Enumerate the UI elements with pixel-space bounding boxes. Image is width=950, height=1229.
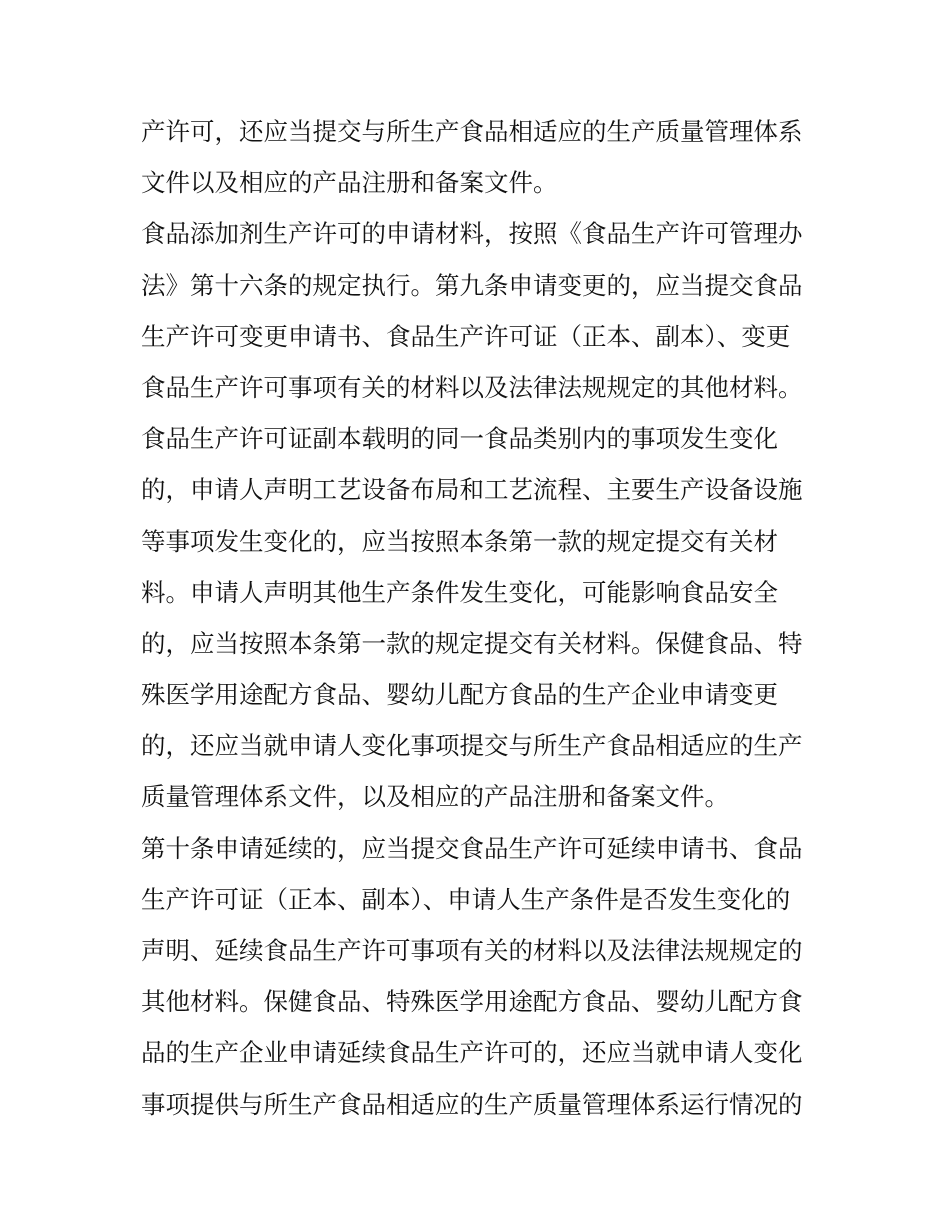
text-line: 生产许可证（正本、副本）、申请人生产条件是否发生变化的 [141,884,791,914]
text-line: 食品生产许可事项有关的材料以及法律法规规定的其他材料。 [141,372,803,402]
text-line: 料。申请人声明其他生产条件发生变化，可能影响食品安全 [141,577,778,607]
text-line: 其他材料。保健食品、特殊医学用途配方食品、婴幼儿配方食 [141,987,803,1017]
text-line: 殊医学用途配方食品、婴幼儿配方食品的生产企业申请变更 [141,680,778,710]
text-line: 质量管理体系文件，以及相应的产品注册和备案文件。 [141,782,729,812]
text-line: 的，还应当就申请人变化事项提交与所生产食品相适应的生产 [141,731,803,761]
text-line: 生产许可变更申请书、食品生产许可证（正本、副本）、变更 [141,321,791,351]
document-body [141,106,821,1130]
text-line: 产许可，还应当提交与所生产食品相适应的生产质量管理体系 [141,117,803,146]
text-line: 声明、延续食品生产许可事项有关的材料以及法律法规规定的 [141,936,803,965]
text-line: 等事项发生变化的，应当按照本条第一款的规定提交有关材 [141,526,778,556]
text-line: 的，应当按照本条第一款的规定提交有关材料。保健食品、特 [141,628,803,658]
text-line: 食品生产许可证副本载明的同一食品类别内的事项发生变化 [141,424,778,454]
text-line: 法》第十六条的规定执行。第九条申请变更的，应当提交食品 [141,270,803,300]
text-line: 品的生产企业申请延续食品生产许可的，还应当就申请人变化 [141,1038,803,1068]
text-line: 的，申请人声明工艺设备布局和工艺流程、主要生产设备设施 [141,475,803,505]
text-line: 文件以及相应的产品注册和备案文件。 [141,168,558,198]
text-line: 第十条申请延续的，应当提交食品生产许可延续申请书、食品 [141,833,803,863]
text-line: 食品添加剂生产许可的申请材料，按照《食品生产许可管理办 [141,219,803,249]
text-line: 事项提供与所生产食品相适应的生产质量管理体系运行情况的 [141,1089,803,1119]
